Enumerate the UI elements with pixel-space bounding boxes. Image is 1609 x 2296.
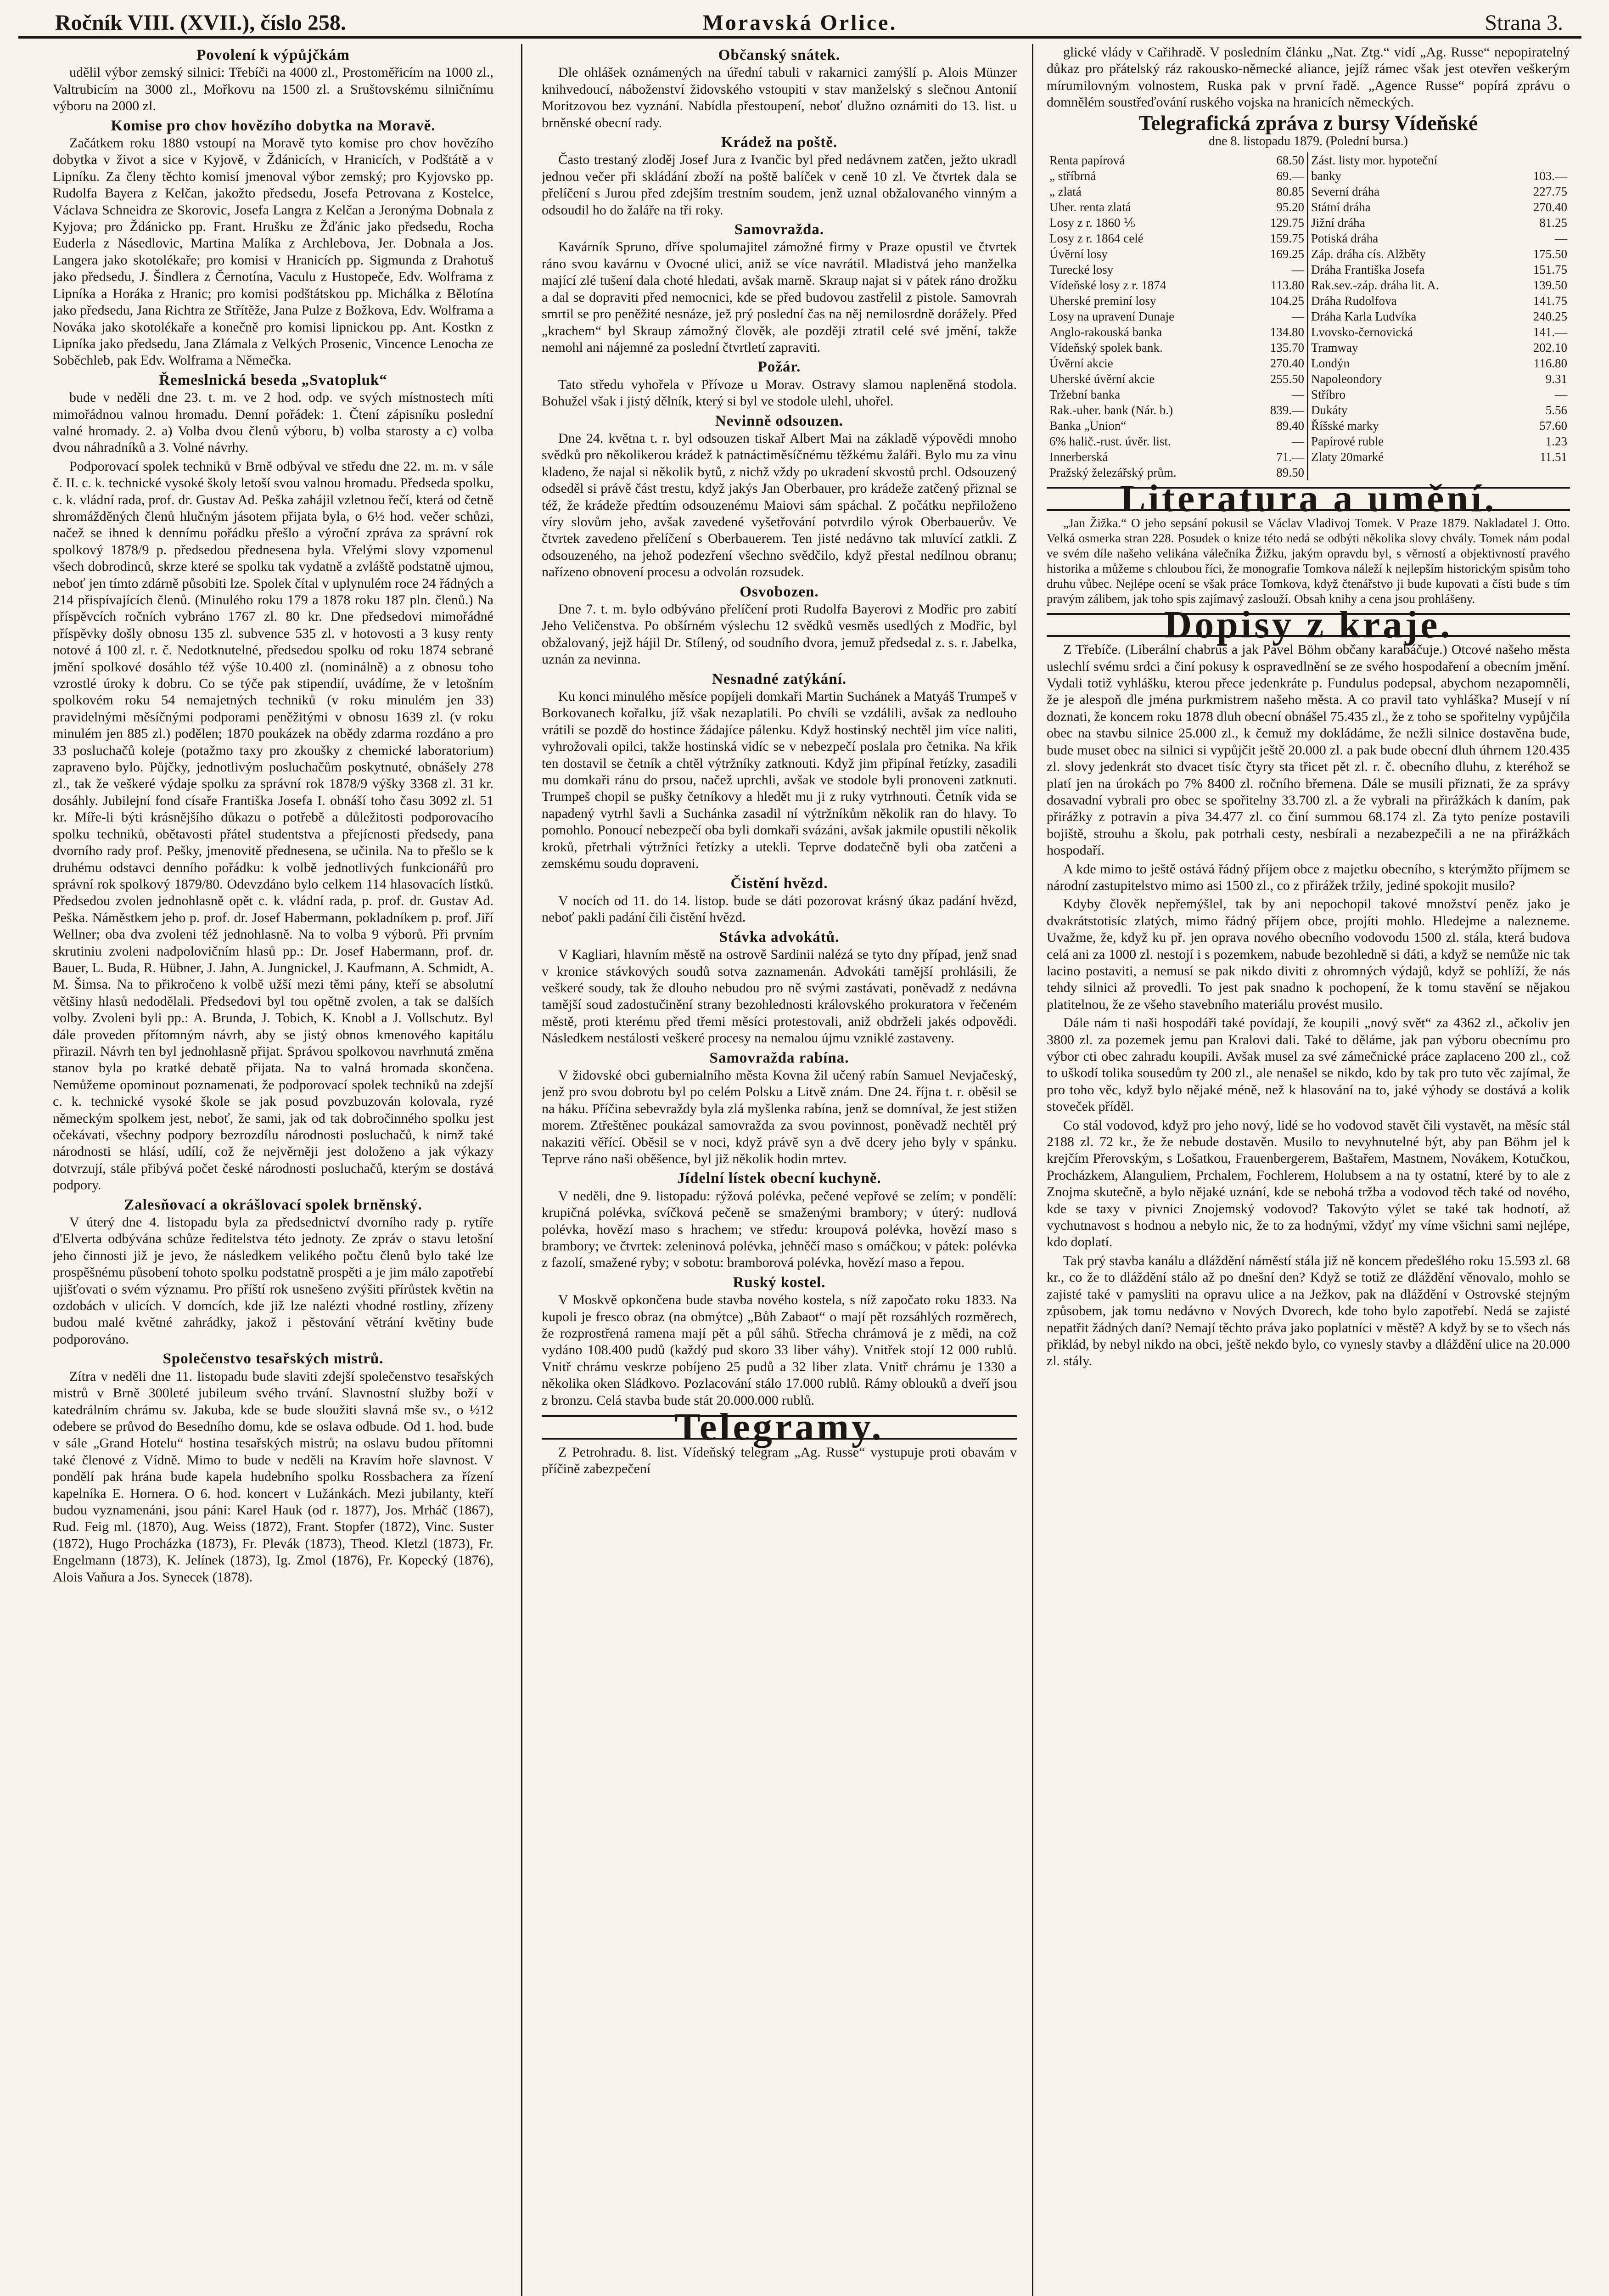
bourse-price: 270.40 bbox=[1533, 200, 1567, 214]
bourse-security-name: Pražský železářský prům. bbox=[1049, 466, 1177, 480]
bourse-price: 139.50 bbox=[1533, 278, 1567, 293]
telegram-continuation: glické vlády v Cařihradě. V posledním článku „Nat. Ztg.“ vidí „Ag. Russe“ nepopiratelný důkaz pro přátelský ráz rakousko-německé aliance, jejíž rámec však jest otevřen veškerým mírumilovným volnostem, Ruska pak v první řadě. „Agence Russe“ popírá zprávu o domnělém soustřeďování ruského vojska na hranicích německých. bbox=[1047, 45, 1570, 110]
bourse-price: 69.— bbox=[1276, 169, 1304, 183]
article-paragraph: V nocích od 11. do 14. listop. bude se dáti pozorovat krásný úkaz padání hvězd, neboť pakli padání čili čistění hvězd. bbox=[542, 893, 1017, 925]
bourse-security-name: Papírové ruble bbox=[1307, 433, 1510, 449]
bourse-security-name: Losy na upravení Dunaje bbox=[1049, 310, 1175, 324]
bourse-price: 1.23 bbox=[1545, 434, 1567, 449]
bourse-price: 141.— bbox=[1533, 325, 1567, 339]
letter-paragraph: Z Třebíče. (Liberální chabrus a jak Pavel Böhm občany karabáčuje.) Otcové našeho města uslechlí svému srdci a činí pokusy k ospravedlnění se ze svého hospodaření a obecním jmění. Vydali totiž vyhlášku, kterou přece jedenkráte p. Fundulus podepsal, abychom nezapomněli, že je alespoň dle jména purkmistrem našeho města. A co pravil tato vyhláška? Musejí v ní doznati, že koncem roku 1878 dluh obecní obnášel 75.435 zl., že z toho se spořitelny vypůjčila obec na stavbu silnice 25.000 zl., k čemuž my dokládáme, že nežli silnice dostavěna bude, bude muset obec na silnici si vypůjčit ještě 20.000 zl. a pak bude obecní dluh úhrnem 120.435 zl. slovy jedenkrát sto dvacet tisíc čtyry sta třicet pět zl. r. č. obecního dluhu, z kteréhož se platí jen na úrokách po 7% 8400 zl. ročního břemena. Dále se musili přiznati, že za správy dosavadní vybrali pro obec se spořitelny 33.700 zl. a že vybrali na přirážkách k daním, pak přirážky z potravin a piva 34.477 zl. co činí summou 68.174 zl. Za tyto peníze postavili bojiště, strouhu a školu, pak potrhali cesty, nesbírali a nezabezpečili a ne na přirážkách hospodaří. bbox=[1047, 642, 1570, 858]
article-heading: Jídelní lístek obecní kuchyně. bbox=[677, 1170, 881, 1187]
article-paragraph: V Kagliari, hlavním městě na ostrově Sardinii nalézá se tyto dny případ, jenž snad v kronice stávkových soudů sotva zaznamenán. Advokáti tamější prohlásili, že veškeré soudy, tak že dlouho nebudou pro ně svými zastávati, poněvadž z nedávna tamější soud zadostučinění strany bezohlednosti královského prokuratora v řečeném městě, proti kterému před třemi měsíci protestovali, aniž obdrželi jakés odpovědi. Následkem nestálosti veškeré procesy na nemalou újmu vzniklé zastaveny. bbox=[542, 947, 1017, 1046]
bourse-price: 68.50 bbox=[1276, 153, 1304, 168]
page-number: Strana 3. bbox=[1485, 11, 1563, 35]
bourse-price: 5.56 bbox=[1545, 403, 1567, 417]
bourse-security-name: Dráha Karla Ludvíka bbox=[1307, 309, 1510, 324]
bourse-row bbox=[1047, 277, 1570, 293]
bourse-security-name: Lvovsko-černovická bbox=[1307, 324, 1510, 340]
bourse-row bbox=[1047, 402, 1570, 418]
bourse-security-name: Potiská dráha bbox=[1307, 231, 1510, 246]
bourse-price: 113.80 bbox=[1270, 278, 1304, 293]
bourse-row bbox=[1047, 262, 1570, 277]
bourse-price: 135.70 bbox=[1270, 341, 1304, 355]
letter-paragraph: Dále nám ti naši hospodáři také povídají, že koupili „nový svět“ za 4362 zl., ačkoliv jen 3800 zl. za pozemek jemu pan Kralovi dali. Také to děláme, jak pan výboru obecnímu pro výbor cti obec zahradu koupili. Avšak musel za své zámečnické práce zaplaceno 200 zl., což to uškodí tolika sousedům ty 200 zl., ale nenašel se nikdo, kdo by tak pro tuto věc zajímal, že pro toho věc, když bylo nějaké méně, než k hlasování na to, jaké výhody se dostává a kolik stoveček příděl. bbox=[1047, 1015, 1570, 1114]
article-heading: Samovražda. bbox=[734, 221, 824, 238]
article-paragraph: V úterý dne 4. listopadu byla za předsednictví dvorního rady p. rytíře d'Elverta odbývána schůze ředitelstva této jednoty. Ze zpráv o stavu letošní jeho činnosti již je jevo, že následkem velikého počtu členů bylo také lze prospěšnému působení tohoto spolku podstatně prospěti a je jim málo zapotřebí ujišťovati o svém významu. Pro příští rok usnešeno zvýšiti přírůstek květin na ozdobách v ulicích. V domcích, kde již lze nalézti vhodné rostliny, zřízeny budou malé květné zahrádky, jakož i pěstování větrání květiny bude podporováno. bbox=[53, 1215, 493, 1347]
bourse-price: 89.50 bbox=[1276, 466, 1304, 480]
bourse-security-name: Úvěrní akcie bbox=[1049, 356, 1113, 371]
letters-last-paragraph: Tak prý stavba kanálu a dláždění náměstí stála již ně koncem předešlého roku 15.593 zl. 68 kr., co že to dláždění stálo až po dnešní den? Když se totiž ze dláždění věnovalo, mohlo se zajisté také v pamysliti na opravu ulice a na Ježkov, pak na dláždění v Ostrovské stejným způsobem, jak tomu nedávno v Nových Dvorech, kde toho bylo zapotřebí. Nedá se zajisté nepatřit žádných daní? Nemají těchto práva jako poplatníci v městě? A když by se to všech nás přiklád, by nebyl nikdo na obci, ještě nekdo bylo, co vynesly stavby a dláždění ulice na 20.000 zl. stály. bbox=[1047, 1253, 1570, 1369]
column-left bbox=[53, 44, 493, 2296]
bourse-row bbox=[1047, 387, 1570, 402]
bourse-price: 104.25 bbox=[1270, 294, 1304, 308]
bourse-price: 129.75 bbox=[1270, 216, 1304, 230]
bourse-price: 141.75 bbox=[1533, 294, 1567, 308]
bourse-row bbox=[1047, 449, 1570, 465]
article-paragraph: Tato středu vyhořela v Přívoze u Morav. Ostravy slamou napleněná stodola. Bohužel však i jistý dělník, který si byl ve stodole ulehl, uhořel. bbox=[542, 377, 1017, 409]
bourse-security-name: Jižní dráha bbox=[1307, 215, 1510, 231]
bourse-price: 134.80 bbox=[1270, 325, 1304, 339]
bourse-security-name: Zlaty 20marké bbox=[1307, 449, 1510, 465]
bourse-row bbox=[1047, 199, 1570, 215]
bourse-price: 116.80 bbox=[1533, 356, 1567, 371]
bourse-security-name: Turecké losy bbox=[1049, 263, 1114, 277]
bourse-price: 227.75 bbox=[1533, 185, 1567, 199]
bourse-security-name: Anglo-rakouská banka bbox=[1049, 325, 1162, 339]
article-heading: Čistění hvězd. bbox=[730, 875, 828, 892]
bourse-price: — bbox=[1555, 388, 1567, 402]
bourse-security-name: Banka „Union“ bbox=[1049, 419, 1127, 433]
bourse-price: — bbox=[1291, 388, 1304, 402]
bourse-security-name: Uherské úvěrní akcie bbox=[1049, 372, 1155, 386]
letters-heading: Dopisy z kraje. bbox=[1047, 613, 1570, 637]
article-paragraph: V Moskvě opkončena bude stavba nového kostela, s níž započato roku 1833. Na kupoli je fresco obraz (na obmýtce) „Bůh Zabaot“ o mají pět rozsáhlých rozměrech, že rozprostřená ramena mají pět a půl sáhů. Střecha chrámová je z mědi, na což vydáno 108.400 pudů (každý pud skoro 33 liber váhy). Vnitřek stojí 12 000 rublů. Vnitř chrámu veskrze pobíjeno 25 pudů a 32 liber zlata. Vnitř chrámu je 1330 a několika oken Sládkovo. Pozlacování stálo 17.000 rublů. Rámy oblouků a dveří jsou z bronzu. Celá stavba bude stát 20.000.000 rublů. bbox=[542, 1292, 1017, 1408]
bourse-security-name: Renta papírová bbox=[1049, 153, 1125, 168]
article-heading: Požár. bbox=[757, 359, 801, 376]
bourse-security-name: Dráha Františka Josefa bbox=[1307, 262, 1510, 277]
bourse-price: 159.75 bbox=[1270, 231, 1304, 246]
bourse-security-name: Státní dráha bbox=[1307, 199, 1510, 215]
article-heading: Komise pro chov hovězího dobytka na Moravě. bbox=[111, 117, 436, 134]
column-right bbox=[1047, 44, 1570, 2296]
column-middle bbox=[542, 44, 1017, 2296]
article-paragraph: V židovské obci gubernialního města Kovna žil učený rabín Samuel Nevjačeský, jenž pro svou dobrotu byl po celém Polsku a Litvě znám. Dne 24. října t. r. oběsil se na háku. Příčina sebevraždy byla zlá myšlenka rabína, jenž se domníval, že jest stižen morem. Ztřeštěnec poukázal samovražda za svou povinnost, poněvadž nechtěl prý nakaziti věřící. Oběsil se v noci, když právě syn a dvě dcery jeho byly v spánku. Teprve ráno naši oběšence, byl již několik hodin mrtev. bbox=[542, 1067, 1017, 1166]
bourse-security-name: Tramway bbox=[1307, 340, 1510, 355]
bourse-row bbox=[1047, 184, 1570, 199]
bourse-security-name: Dukáty bbox=[1307, 402, 1510, 418]
article-heading: Krádež na poště. bbox=[721, 134, 838, 151]
literature-text: „Jan Žižka.“ O jeho sepsání pokusil se Václav Vladivoj Tomek. V Praze 1879. Nakladatel J. Otto. Velká osmerka stran 228. Posudek o knize této nedá se odbýti několika slovy chvály. Tomek nám podal ve svém díle našeho velikána válečníka Žižku, jakým opravdu byl, s věrností a objektivností pravého historika a můžeme s chloubou říci, že monografie Tomkova náleží k nejlepším historickým spisům toho druhu vůbec. Nejlépe ocení se však práce Tomkova, když čtenářstvo ji bude kupovati a čísti bude s tím pravým zálibem, jak toho spis zajímavý zaslouží. Obsah knihy a cena jsou prohlášeny. bbox=[1047, 516, 1570, 606]
bourse-security-name: Innerberská bbox=[1049, 450, 1108, 464]
article-paragraph: Ku konci minulého měsíce popíjeli domkaři Martin Suchánek a Matyáš Trumpeš v Borkovanech kořalku, jíž však nezaplatili. Po chvíli se vzdálili, avšak za nedlouho vrátili se pozdě do hostince žádajíce pálenku. Když hostinský nechtěl jim více naliti, vyhrožovali opilci, takže hostinská vidíc se v nebezpečí poslala pro četnika. Na křik ten dostavil se četník a chtěl výtržníky zatknouti. Když jim připínal řetízky, zasadili mu domkaři ránu do prsou, načež uprchli, avšak ve stodole byli pronoveni zatknuti. Trumpeš chopil se pušky četníkovy a hledět mu ji z ruky vytrhnouti. Četník vida se napadený vytrhl šavli a Suchánka zasadil ní výtržníkům několik ran do hlavy. To pomohlo. Ponoucí nebezpečí oba byli domkaři svázáni, avšak jakmile opustili několik kroků, přetrhali výtržníci řetízky a utekli. Teprve dodatečně byli oba zatčeni a zemskému soudu dopraveni. bbox=[542, 689, 1017, 872]
bourse-subtitle: dne 8. listopadu 1879. (Polední bursa.) bbox=[1209, 134, 1408, 149]
issue-info: Ročník VIII. (XVII.), číslo 258. bbox=[55, 11, 346, 35]
bourse-price: 255.50 bbox=[1270, 372, 1304, 386]
bourse-security-name: banky bbox=[1307, 168, 1510, 184]
bourse-price: 202.10 bbox=[1533, 341, 1567, 355]
bourse-row bbox=[1047, 340, 1570, 355]
bourse-security-name: „ zlatá bbox=[1049, 185, 1082, 199]
bourse-security-name: Losy z r. 1860 ⅕ bbox=[1049, 216, 1136, 230]
bourse-security-name: Tržební banka bbox=[1049, 388, 1121, 402]
bourse-security-name: Londýn bbox=[1307, 355, 1510, 371]
newspaper-title: Moravská Orlice. bbox=[702, 11, 897, 35]
bourse-price: 57.60 bbox=[1539, 419, 1567, 433]
bourse-price: — bbox=[1291, 434, 1304, 449]
bourse-title: Telegrafická zpráva z bursy Vídeňské bbox=[1138, 111, 1478, 135]
bourse-security-name: Uherské preminí losy bbox=[1049, 294, 1156, 308]
bourse-security-name: Záp. dráha cís. Alžběty bbox=[1307, 246, 1510, 262]
article-heading: Ruský kostel. bbox=[733, 1274, 826, 1291]
bourse-price: 270.40 bbox=[1270, 356, 1304, 371]
bourse-row bbox=[1047, 324, 1570, 340]
bourse-security-name: Severní dráha bbox=[1307, 184, 1510, 199]
article-paragraph: udělil výbor zemský silnici: Třebíči na 4000 zl., Prostoměřicím na 1000 zl., Valtrubicím na 3000 zl., Mořkovu na 1500 zl. a Sruštovskému silničnímu výboru na 2000 zl. bbox=[53, 65, 493, 114]
bourse-price: 11.51 bbox=[1540, 450, 1567, 464]
bourse-security-name: Říšské marky bbox=[1307, 418, 1510, 433]
bourse-row bbox=[1047, 371, 1570, 387]
bourse-price: 839.— bbox=[1270, 403, 1304, 417]
bourse-row bbox=[1047, 215, 1570, 231]
article-paragraph: Z Petrohradu. 8. list. Vídeňský telegram „Ag. Russe“ vystupuje proti obavám v příčině zabezpečení bbox=[542, 1444, 1017, 1476]
bourse-price: 81.25 bbox=[1539, 216, 1567, 230]
article-heading: Samovražda rabína. bbox=[709, 1049, 849, 1066]
bourse-price: — bbox=[1291, 263, 1304, 277]
bourse-security-name: Losy z r. 1864 celé bbox=[1049, 231, 1144, 246]
bourse-price bbox=[1510, 465, 1570, 480]
column-divider bbox=[521, 44, 522, 2296]
bourse-price: 240.25 bbox=[1533, 310, 1567, 324]
article-paragraph: Dne 7. t. m. bylo odbýváno přelíčení proti Rudolfa Bayerovi z Modřic pro zabití Jeho Veličenstva. Po obšírném výslechu 12 svědků vesměs usedlých z Modřic, byl obžalovaný, jejž hájil Dr. Stílený, od soudního dvora, jemuž předsedal z. s. r. Jabelka, uznán za nevinna. bbox=[542, 602, 1017, 667]
bourse-price: — bbox=[1291, 310, 1304, 324]
bourse-security-name: Rak.-uher. bank (Nár. b.) bbox=[1049, 403, 1173, 417]
letters-body bbox=[1047, 642, 1570, 1251]
bourse-security-name: Úvěrní losy bbox=[1049, 247, 1108, 261]
section-heading: Telegramy. bbox=[542, 1415, 1017, 1439]
letter-paragraph: Kdyby člověk nepřemýšlel, tak by ani nepochopil takové množství peněz jako je dvakrátstotisíc zlatých, mimo řádný příjem obce, projíti mohlo. Hledejme a nalezneme. Uvažme, že, když ku př. jen oprava nového obecního vodovodu 1500 zl. stála, která budova celá ani za 1000 zl. nestojí i s pozemkem, nabude bezohledně si dáti, a když se nemůže nic tak lacino postaviti, a nemusí se pak nikdo diviti z ohromných výdajů, když se pohlíží, že nás tehdy silnici až provedli. To jest pak snadno k pochopení, že k tomu stavění se nějakou platitelnou, že ze všeho stavebního materiálu provést musilo. bbox=[1047, 896, 1570, 1012]
bourse-row bbox=[1047, 309, 1570, 324]
bourse-security-name: 6% halič.-rust. úvěr. list. bbox=[1049, 434, 1171, 449]
bourse-security-name: Zást. listy mor. hypoteční bbox=[1307, 152, 1510, 168]
bourse-price: 103.— bbox=[1533, 169, 1567, 183]
masthead bbox=[18, 8, 1581, 39]
article-paragraph: Dle ohlášek oznámených na úřední tabuli v rakarnici zamýšlí p. Alois Münzer knihvedoucí, náboženství židovského vstoupiti v stav manželský s slečnou Antonií Moritzovou bez vyznání. Nabídla přestoupení, neboť dlužno oznámiti do 13. list. u brněnské obecní rady. bbox=[542, 65, 1017, 130]
article-heading: Občanský snátek. bbox=[718, 47, 841, 63]
letter-paragraph: Co stál vodovod, když pro jeho nový, lidé se ho vodovod stavět čili vystavět, na měsíc stál 2188 zl. 72 kr., že že nebude dostavěn. Musilo to nevyhnutelné být, aby pan Böhm jel k krejčím Přerovským, s Lošatkou, Frauenbergerem, Baštařem, Mastnem, Novákem, Kotučkou, Procházkem, Alanguliem, Prchalem, Fochlerem, Holubsem a na ty ostatní, které by to ale z Znojma skutečně, a bylo nějaké uznání, kde se nebohá tržba a vodovod těch také od nového, kde se taxy v pivnici Znojemský vodovod? Takovýto výlet se také tak hodnotí, až vychutnavost s hodnou a nebylo nic, že to za hodnými, vždyť my víme všichni sami nejlépe, kdo doplatí. bbox=[1047, 1117, 1570, 1250]
article-heading: Společenstvo tesařských mistrů. bbox=[163, 1351, 384, 1367]
bourse-price: — bbox=[1555, 231, 1567, 246]
article-paragraph: Často trestaný zloděj Josef Jura z Ivančic byl před nedávnem zatčen, ježto ukradl jednou večer při skládání zboží na poště balíček v ceně 10 zl. Ve čtvrtek dala se přelíčení s Jurou před zdejším trestním soudem, jenž uznal obžalovaného vinným a odsoudil ho do žaláře na tři roky. bbox=[542, 152, 1017, 218]
article-paragraph: Podporovací spolek techniků v Brně odbýval ve středu dne 22. m. m. v sále č. II. c. k. technické vysoké školy letoší svou valnou hromadu. Předseda spolku, c. k. vládní rada, prof. dr. Gustav Ad. Peška zahájil vzletnou řečí, která od četně shromážděných členů hlučným jásotem přijata byla, o 6½ hod. večer schůzi, načež se ihned k dennímu pořádku přešlo a výroční zpráva za správní rok spolkový 1878/9 p. předsedou přednesena byla. Vřelými slovy vzpomenul všech dobrodinců, skrze které se spolku tak vydatně a zvláště podstatně ujmou, neboť jen tímto zdárně působiti lze. Spolek čítal v uplynulém roce 24 řádných a 214 přispívajících členů. (Minulého roku 179 a 1878 roku 187 pln. členů.) Na příspěvcích ročních vybráno 1767 zl. 80 kr. Dne předsedovi mimořádné příspěvky došly obnosu 135 zl. subvence 535 zl. v hotovosti a 3 kusy renty notové á 100 zl. r. č. Nedotknutelné, předsedou spolku od roku 1874 sebrané jmění spolkové dosáhlo též výše 10.400 zl. (nominálně) a z obnosu toho vzrostlé úroky k dobru. Co se týče pak stipendií, uvádíme, že v letošním spolkovém roku 54 nemajetných techniků (v roku minulém jen 33) pravidelnými měsíčnými podporami peněžitými v obnosu 1639 zl. (v roku minulém jen 885 zl.) podělen; 1870 poukázek na obědy zdarma rozdáno a pro 33 posluchačů koleje (potažmo taxy pro zkoušky z chemické laboratorium) zapraveno bylo. Půjčky, jednotlivým posluchačům poskytnuté, obnášely 278 zl., tak že veškeré výdaje spolku za správní rok 1878/9 výšky 3368 zl. 31 kr. dosáhly. Jubilejní fond císaře Františka Josefa I. obnáší toho času 3092 zl. 51 kr. Míře-li býti krásnějšího důkazu o potřebě a důležitosti podporovacího spolku techniků, obětavosti přátel studentstva a přejícnosti předsedy, pana dvorního rady prof. Pešky, jmenovitě přednesena, se učinila. Na to přešlo se k druhému odstavci denního pořádku: k volbě jednotlivých funkcionářů pro správní rok spolkový 1879/80. Odevzdáno bylo celkem 114 hlasovacích lístků. Předsedou zvolen jednohlasně opět c. k. vládní rada, p. prof. dr. Gustav Ad. Peška. Náměstkem jeho p. prof. dr. Josef Habermann, pokladníkem p. prof. Jiří Wellner; oba dva zvoleni též jednohlasně. Na to volba 9 výborů. Při prvním skrutiniu zvoleni nadpolovičním hlasů pp.: Dr. Josef Habermann, prof. dr. Bauer, L. Buda, R. Hübner, J. Jahn, A. Jungnickel, J. Kaufmann, A. Schmidt, A. M. Šimsa. Na to přikročeno k volbě užší mezi těmi pány, kteří se absolutní většiny hlasů nedodělali. Předsedovi byl tou opětně zvolen, a tak se dalších volby. Zvoleni byli pp.: A. Brunda, J. Tobich, K. Knobl a J. Vollschutz. Byl dále proveden přítomným návrh, aby se jistý obnos kmenového kapitálu přirazil. Návrh ten byl jednohlasně přijat. Správou spolkovou navrhnutá změna stanov byla po kratké debatě přijata. Na to valná hromada skončena. Nemůžeme opominout poznamenati, že podporovací spolek techniků na zdejší c. k. technické vysoké škole se jak posud povzbuzován kolovala, ryzé německým spolkem jest, neboť, že sami, jak od tak dobročinného spolku jest očekávati, všechny podpory bezrozdílu národnosti posluchačů, k nimž také národnosti se hlásí, udílí, což že nejvěrněji jest doloženo a jak výkazy dotvrzují, stále přibývá počet české národnosti posluchačů, kterým se dostává podpory. bbox=[53, 458, 493, 1193]
bourse-security-name: Dráha Rudolfova bbox=[1307, 293, 1510, 309]
column-divider bbox=[1032, 44, 1033, 2296]
bourse-security-name: Uher. renta zlatá bbox=[1049, 200, 1131, 214]
article-heading: Řemeslnická beseda „Svatopluk“ bbox=[159, 371, 387, 388]
bourse-row bbox=[1047, 152, 1570, 168]
bourse-row bbox=[1047, 355, 1570, 371]
article-paragraph: Dne 24. května t. r. byl odsouzen tiskař Albert Mai na základě výpovědi mnoho svědků pro několikerou krádež k patnáctiměsíčnému těžkému žaláři. Bylo mu za vinu kladeno, že najal si několik bytů, z nichž vždy po ukradení skvostů prchl. Odsouzený odseděl si právě část trestu, když jakýs Jan Oberbauer, pro krádeže zatčený přiznal se též, že krádeže předtím odsouzenému Maiovi sám spáchal. Z počátku nepřiloženo víry slovům jeho, avšak zavedené vyšetřování potvrdilo výrok Oberbauerův. Ve čtvrtek zavedeno přelíčení s Oberbauerem. Ten jisté nedávno tak mluvící zatkli. Z odsouzeného, na jehož podezření všechno svědčilo, když přestal nedílnou obranu; nařízeno obnovení procesu a odvolán rozsudek. bbox=[542, 430, 1017, 580]
bourse-security-name: Napoleondory bbox=[1307, 371, 1510, 387]
article-heading: Povolení k výpůjčkám bbox=[196, 47, 350, 63]
bourse-row bbox=[1047, 418, 1570, 433]
bourse-price: 169.25 bbox=[1270, 247, 1304, 261]
bourse-security-name: Stříbro bbox=[1307, 387, 1510, 402]
article-heading: Stávka advokátů. bbox=[719, 929, 840, 945]
bourse-row bbox=[1047, 433, 1570, 449]
bourse-price bbox=[1510, 152, 1570, 168]
bourse-price: 89.40 bbox=[1276, 419, 1304, 433]
bourse-price: 71.— bbox=[1276, 450, 1304, 464]
bourse-table bbox=[1047, 152, 1570, 480]
bourse-price: 175.50 bbox=[1533, 247, 1567, 261]
literature-heading: Literatura a umění. bbox=[1047, 487, 1570, 511]
article-paragraph: Kavárník Spruno, dříve spolumajitel zámožné firmy v Praze opustil ve čtvrtek ráno svou kavárnu v Ovocné ulici, aniž se více navrátil. Mladistvá jeho manželka mající zlé tušení dala choté hledati, avšak marně. Skraup najat si v pátek ráno drožku a dal se dopraviti před nemocnici, kde se před budovou zastřelil z pistole. Samovrah smrtil se pro peněžité nesnáze, jež prý poslední čas na něj nemilosrdně dorážely. Před „krachem“ byl Skraup zámožný člověk, ale později ztratil celé své jmění, takže nemohl ani nájemné za poslední čtvrtletí zapraviti. bbox=[542, 239, 1017, 355]
bourse-price: 151.75 bbox=[1533, 263, 1567, 277]
article-heading: Osvobozen. bbox=[740, 583, 819, 600]
article-heading: Zalesňovací a okrášlovací spolek brněnský. bbox=[124, 1196, 422, 1213]
bourse-row bbox=[1047, 246, 1570, 262]
article-heading: Nevinně odsouzen. bbox=[715, 412, 844, 429]
bourse-security-name: Rak.sev.-záp. dráha lit. A. bbox=[1307, 277, 1510, 293]
article-paragraph: bude v neděli dne 23. t. m. ve 2 hod. odp. ve svých místnostech míti mimořádnou valnou hromadu. Denní pořádek: 1. Čtení zápisníku poslední valné hromady. 2. a) Volba dvou členů výboru, b) volba starosty a c) volba dvou náhradníků a 3. Volné návrhy. bbox=[53, 390, 493, 456]
article-paragraph: Zítra v neděli dne 11. listopadu bude slaviti zdejší společenstvo tesařských mistrů v Brně 300leté jubileum svého trvání. Slavnostní služby boží v katedrálním chrámu sv. Jakuba, kde se bude sloužiti slavná mše sv., o ½12 odebere se průvod do Besedního domu, kde se oslava odbude. Od 1. hod. bude v sále „Grand Hotelu“ hostina tesařských mistrů; na oslavu budou přítomni také členové z Vídně. Mimo to bude v neděli na Kravím hoře slavnost. V pondělí pak hrána bude kapela hudebního spolku Rossbachera za řízení kapelníka E. Hornera. O 6. hod. koncert v Lužánkách. Mezi jubilanty, kteří budou vyznamenáni, jsou páni: Karel Hauk (od r. 1877), Jos. Mrháč (1867), Rud. Feig ml. (1870), Aug. Weiss (1872), Frant. Stopfer (1872), Vinc. Suster (1872), Hugo Procházka (1873), Fr. Plevák (1873), Theod. Kletzl (1873), Fr. Engelmann (1873), K. Jelínek (1873), Ig. Zmol (1876), Fr. Kopecký (1876), Alois Vaňura a Jos. Synecek (1878). bbox=[53, 1368, 493, 1585]
letter-paragraph: A kde mimo to ještě ostává řádný příjem obce z majetku obecního, s kterýmžto příjmem se národní zastupitelstvo mimo asi 1500 zl., co z přirážek tržily, jediné spokojit musilo? bbox=[1047, 861, 1570, 893]
bourse-security-name: „ stříbrná bbox=[1049, 169, 1096, 183]
bourse-security-name: Vídeňský spolek bank. bbox=[1049, 341, 1163, 355]
bourse-security-name: Vídeňské losy z r. 1874 bbox=[1049, 278, 1166, 293]
bourse-row bbox=[1047, 293, 1570, 309]
bourse-price: 95.20 bbox=[1276, 200, 1304, 214]
article-paragraph: Začátkem roku 1880 vstoupí na Moravě tyto komise pro chov hovězího dobytka v život a sice v Kyjově, v Ždánicích, v Hranicích, v Podštátě a v Lipníku. Za členy těchto komisí jmenoval výbor zemský; pro Kyjovsko pp. Rudolfa Bayera z Kelčan, jakožto předsedu, Josefa Petrovana z Kostelce, Václava Schneidra ze Skorovic, Josefa Langra z Kelčan a Jeronýma Dobnala z Kyjova; pro Ždánicko pp. Frant. Hrušku ze Žďánic jako předsedu, Rocha Euderla z Násedlovic, Martina Malíka z Archlebova, Jer. Dobnala a Jos. Langera jako skotolékaře; pro komisi v Hranicích pp. Sigmunda z Drahotuš jako předsedu, J. Šindlera z Černotína, Vaculu z Hustopeče, Edv. Wolframa z Lipníka a Horáka z Hranic; pro komisi podštátskou pp. Michálka z Bělotína jako předsedu, Jana Richtra ze Střítěže, Jana Pulze z Božkova, Edv. Wolframa a Nováka jako skotolékaře a konečně pro komisi lipnickou pp. Ant. Kostkn z Lipníka jako předsedu, Jana Zlámala z Velkých Prosenic, Vincence Lenocha ze Soběchleb, pak Edv. Wolframa a Němečka. bbox=[53, 135, 493, 368]
article-paragraph: V neděli, dne 9. listopadu: rýžová polévka, pečené vepřové se zelím; v pondělí: krupičná polévka, svíčková pečeně se smaženými brambory; v úterý: nudlová polévka, hovězí maso s hrachem; ve středu: kroupová polévka, hovězí maso s brambory; ve čtvrtek: zeleninová polévka, jehněčí maso s omáčkou; v pátek: polévka z fazolí, smažené ryby; v sobotu: bramborová polévka, hovězí maso a řepou. bbox=[542, 1188, 1017, 1271]
article-heading: Nesnadné zatýkání. bbox=[712, 670, 847, 687]
bourse-row bbox=[1047, 168, 1570, 184]
bourse-price: 80.85 bbox=[1276, 185, 1304, 199]
bourse-price: 9.31 bbox=[1545, 372, 1567, 386]
bourse-row bbox=[1047, 231, 1570, 246]
